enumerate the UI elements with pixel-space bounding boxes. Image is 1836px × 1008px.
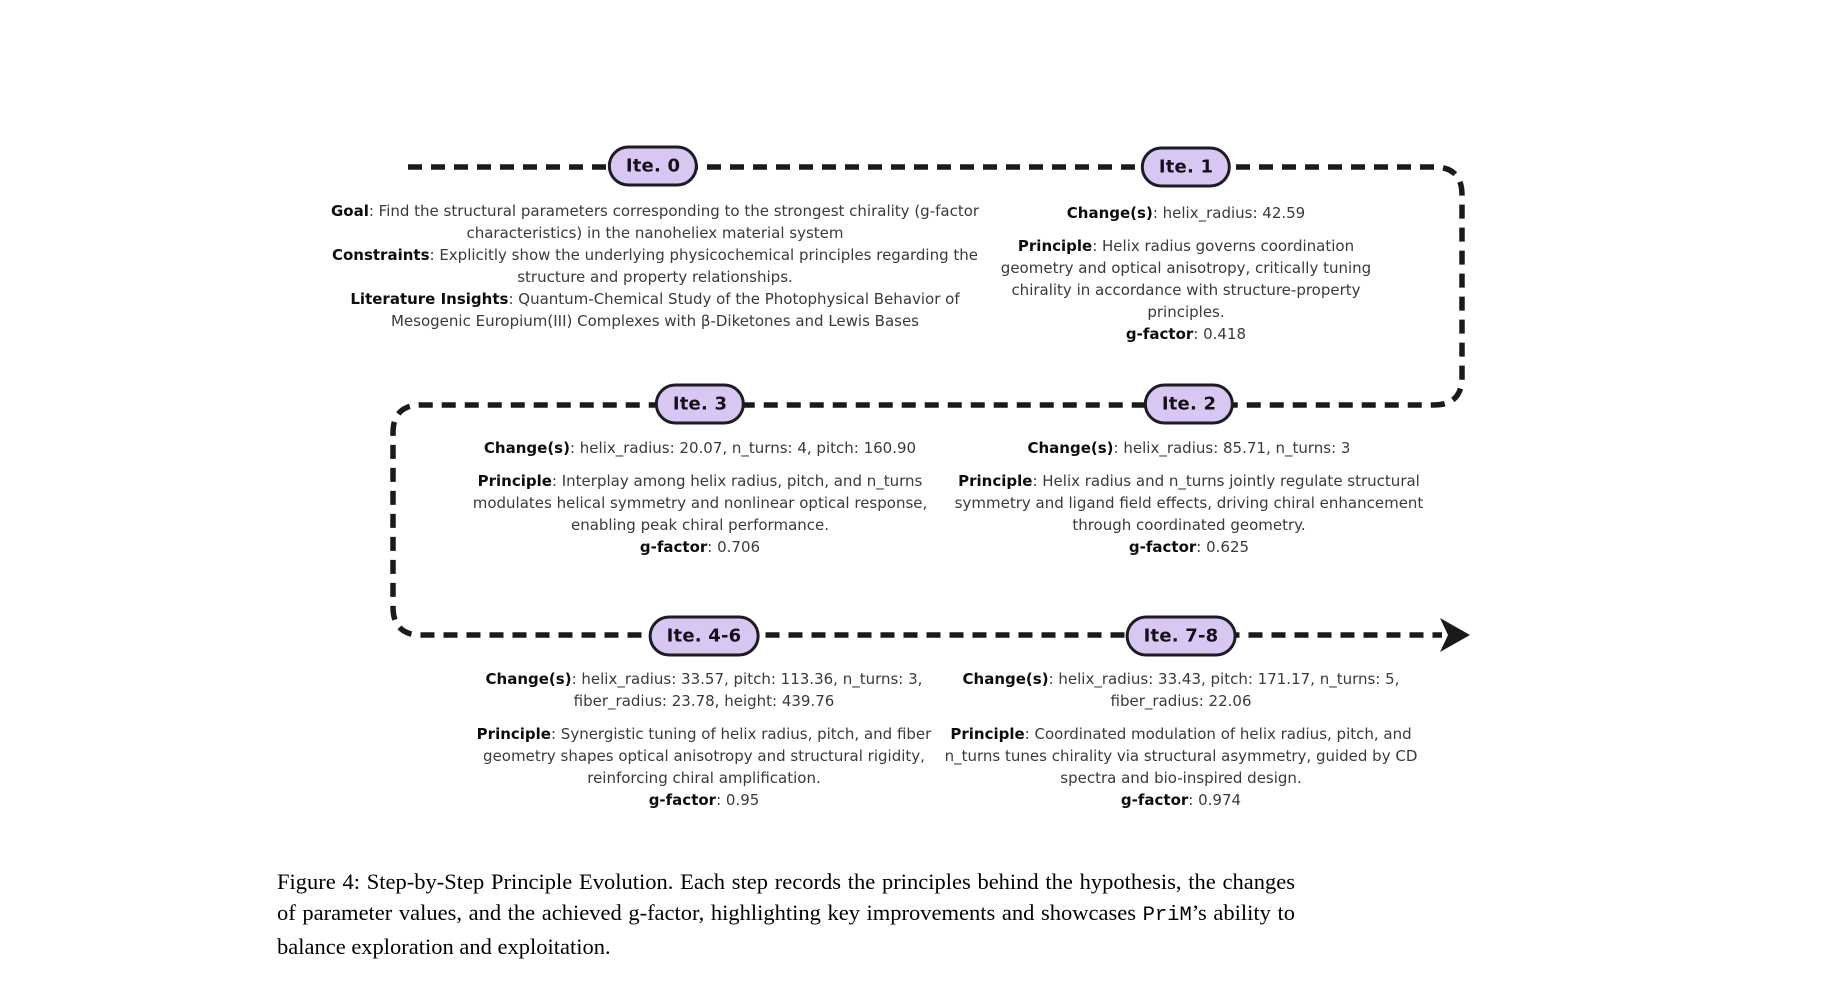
principle-row xyxy=(952,470,1426,536)
step-ite-1-details xyxy=(990,202,1382,345)
field-text: Helix radius and n_turns jointly regulate structural symmetry and ligand field effects, driving chiral enhancement through coordinated geometry. xyxy=(954,472,1424,534)
step-ite-0-details xyxy=(325,200,985,332)
principle-row xyxy=(438,470,962,536)
changes-row xyxy=(473,668,935,712)
g-factor-row xyxy=(438,536,962,558)
field-label: g-factor : xyxy=(1126,325,1203,343)
literature-insights-row xyxy=(325,288,985,332)
field-label: Goal : xyxy=(331,202,379,220)
field-text: 0.706 xyxy=(717,538,761,556)
field-text: Explicitly show the underlying physicochemical principles regarding the structure and property relationships. xyxy=(439,246,979,286)
node-ite-7-8: Ite. 7-8 xyxy=(1126,616,1237,657)
field-label: Principle : xyxy=(477,725,561,743)
field-label: g-factor : xyxy=(640,538,717,556)
node-ite-1: Ite. 1 xyxy=(1141,147,1231,188)
field-label: g-factor : xyxy=(1121,791,1198,809)
field-text: 0.95 xyxy=(725,791,760,809)
field-text: 0.418 xyxy=(1203,325,1247,343)
field-text: Helix radius governs coordination geometry and optical anisotropy, critically tuning chirality in accordance with structure-property principles. xyxy=(1000,237,1372,321)
field-text: helix_radius: 33.43, pitch: 171.17, n_turns: 5, fiber_radius: 22.06 xyxy=(1058,670,1400,710)
figure-caption xyxy=(277,866,1295,962)
field-label: Principle : xyxy=(1018,237,1102,255)
step-ite-4-6-details xyxy=(473,668,935,811)
field-label: Constraints : xyxy=(332,246,439,264)
goal-row xyxy=(325,200,985,244)
arrowhead-icon xyxy=(1440,618,1470,652)
changes-row xyxy=(940,668,1422,712)
step-ite-3-details xyxy=(438,437,962,558)
field-text: Find the structural parameters corresponding to the strongest chirality (g-factor characteristics) in the nanoheliex material system xyxy=(378,202,980,242)
field-text: 0.974 xyxy=(1198,791,1242,809)
field-text: 0.625 xyxy=(1206,538,1250,556)
constraints-row xyxy=(325,244,985,288)
field-label: Change(s) : xyxy=(1028,439,1124,457)
field-text: Synergistic tuning of helix radius, pitch, and fiber geometry shapes optical anisotropy and structural rigidity, reinforcing chiral amplification. xyxy=(483,725,932,787)
field-label: Principle : xyxy=(950,725,1034,743)
node-ite-3: Ite. 3 xyxy=(655,384,745,425)
prim-code-text: PriM xyxy=(1142,904,1192,927)
g-factor-row xyxy=(990,323,1382,345)
field-text: helix_radius: 20.07, n_turns: 4, pitch: 160.90 xyxy=(579,439,917,457)
caption-text-after: ’s ability to balance exploration and exploitation. xyxy=(277,900,1295,959)
principle-row xyxy=(473,723,935,789)
changes-row xyxy=(438,437,962,459)
principle-row xyxy=(990,235,1382,323)
field-label: Change(s) : xyxy=(486,670,582,688)
field-text: Coordinated modulation of helix radius, pitch, and n_turns tunes chirality via structural asymmetry, guided by CD spectra and bio-inspired design. xyxy=(944,725,1418,787)
field-text: helix_radius: 33.57, pitch: 113.36, n_turns: 3, fiber_radius: 23.78, height: 439.76 xyxy=(573,670,923,710)
g-factor-row xyxy=(952,536,1426,558)
g-factor-row xyxy=(940,789,1422,811)
step-ite-2-details xyxy=(952,437,1426,558)
field-label: Change(s) : xyxy=(484,439,580,457)
field-label: g-factor : xyxy=(1129,538,1206,556)
caption-text: Figure 4: Step-by-Step Principle Evolution. Each step records the principles behind the hypothesis, the changes of parameter values, and the achieved g-factor, highlighting key improvements and showcases xyxy=(277,869,1295,925)
principle-row xyxy=(940,723,1422,789)
node-ite-0: Ite. 0 xyxy=(608,146,698,187)
field-text: Interplay among helix radius, pitch, and n_turns modulates helical symmetry and nonlinear optical response, enabling peak chiral performance. xyxy=(472,472,928,534)
changes-row xyxy=(990,202,1382,224)
node-ite-2: Ite. 2 xyxy=(1144,384,1234,425)
field-label: Change(s) : xyxy=(1067,204,1163,222)
field-label: Change(s) : xyxy=(963,670,1059,688)
field-text: helix_radius: 85.71, n_turns: 3 xyxy=(1123,439,1351,457)
changes-row xyxy=(952,437,1426,459)
node-ite-4-6: Ite. 4-6 xyxy=(649,616,760,657)
field-label: Literature Insights : xyxy=(350,290,518,308)
field-text: Quantum-Chemical Study of the Photophysical Behavior of Mesogenic Europium(III) Complexes with β-Diketones and Lewis Bases xyxy=(390,290,960,330)
g-factor-row xyxy=(473,789,935,811)
field-label: g-factor : xyxy=(649,791,726,809)
field-label: Principle : xyxy=(478,472,562,490)
step-ite-7-8-details xyxy=(940,668,1422,811)
field-label: Principle : xyxy=(958,472,1042,490)
field-text: helix_radius: 42.59 xyxy=(1162,204,1306,222)
